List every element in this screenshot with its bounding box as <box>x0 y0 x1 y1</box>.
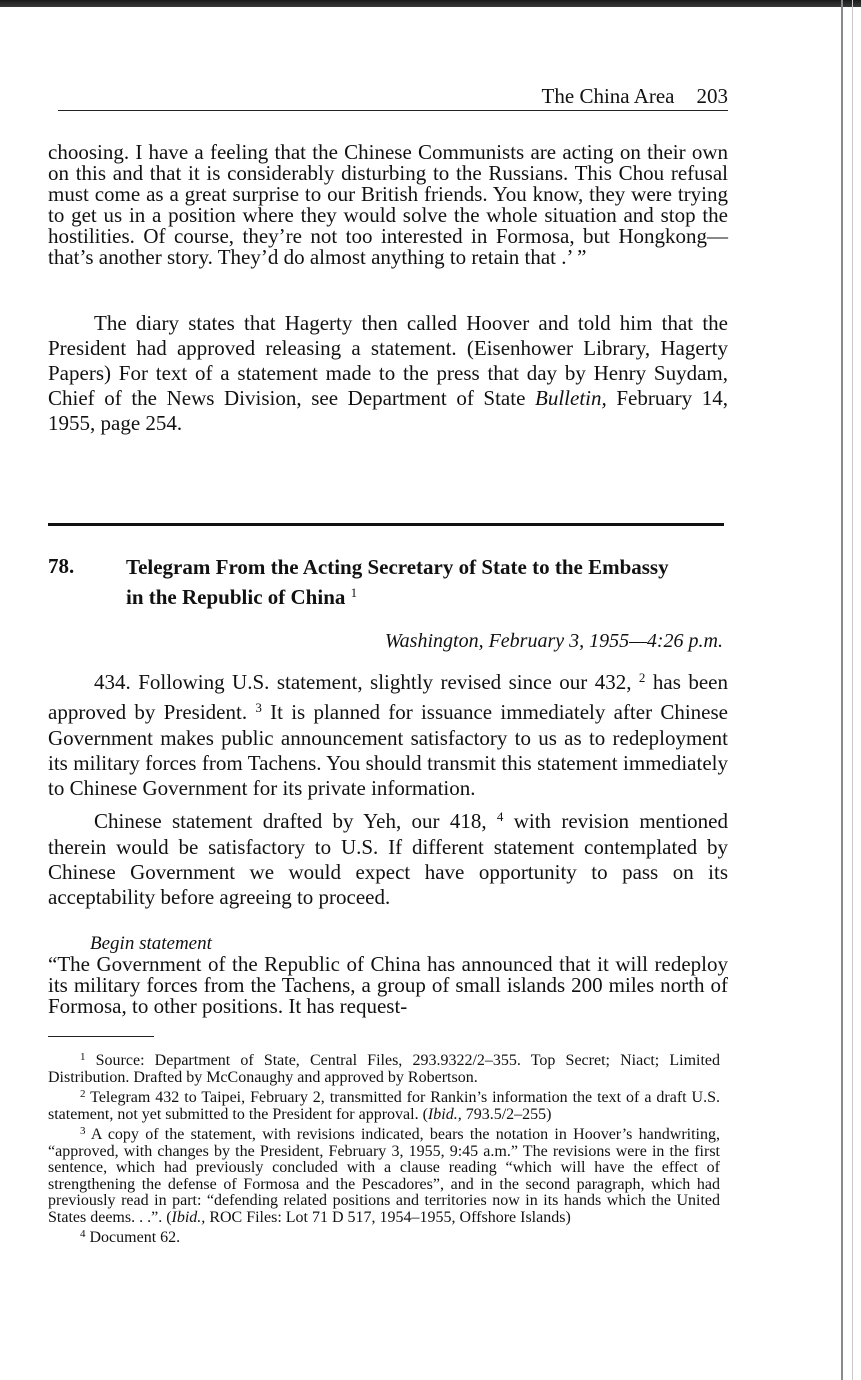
footnote-number: 1 <box>80 1051 86 1063</box>
footnote-ref: 1 <box>350 585 358 600</box>
footnotes <box>48 1049 720 1247</box>
footnote-text-end: 793.5/2–255) <box>461 1105 552 1123</box>
footnote-ref: 3 <box>255 700 262 716</box>
footnote-3 <box>48 1123 720 1226</box>
running-head <box>542 84 728 109</box>
running-header <box>58 84 728 111</box>
footnote-4 <box>48 1226 720 1247</box>
para-text: It is planned for issuance immediately after Chinese Government makes public announcement satisfactory to us as to redeployment its military forces from Tachens. You should transmit this statement immediately to Chinese Government for its private information. <box>48 700 728 801</box>
footnote-ref: 4 <box>496 809 504 825</box>
bulletin-title: Bulletin, <box>535 386 607 410</box>
statement-text: “The Government of the Republic of China has announced that it will redeploy its military forces from the Tachens, a group of small islands 200 miles north of Formosa, to other positions. It has request- <box>48 952 728 1018</box>
section-title: The China Area <box>541 84 675 108</box>
scan-right-edge <box>841 0 843 1380</box>
para-text: Chinese statement drafted by Yeh, our 418, <box>94 809 497 834</box>
footnote-ref: 2 <box>638 670 646 685</box>
scan-right-edge-outer <box>852 0 853 1380</box>
telegram-paragraph-1 <box>48 665 728 801</box>
section-divider <box>48 523 724 526</box>
footnote-text: Document 62. <box>89 1229 181 1246</box>
document-title <box>126 554 686 610</box>
footnote-rule <box>48 1036 154 1037</box>
diary-note-paragraph <box>48 311 728 436</box>
telegram-body <box>48 665 728 911</box>
ibid-ref: Ibid., <box>427 1105 462 1123</box>
telegram-paragraph-2 <box>48 804 728 910</box>
footnote-number: 4 <box>80 1228 86 1240</box>
diary-note-text-end: February 14, 1955, page 254. <box>48 386 728 435</box>
footnote-number: 3 <box>80 1125 86 1137</box>
ibid-ref: Ibid., <box>171 1208 206 1226</box>
quote-continuation <box>48 142 728 268</box>
diary-note-text: The diary states that Hagerty then called Hoover and told him that the President had approved releasing a statement. (Eisenhower Library, Hagerty Papers) For text of a statement made to the press that day by Henry Suydam, Chief of the News Division, see Department of State <box>48 311 728 410</box>
quote-end-paragraph: choosing. I have a feeling that the Chinese Communists are acting on their own on this and that it is considerably disturbing to the Russians. This Chou refusal must come as a great surprise to our British friends. You know, they were trying to get us in a position where they would solve the whole situation and stop the hostilities. Of course, they’re not too interested in Formosa, but Hongkong—that’s another story. They’d do almost anything to retain that .’ ” <box>48 140 728 269</box>
footnote-2 <box>48 1086 720 1123</box>
dateline: Washington, February 3, 1955—4:26 p.m. <box>384 630 723 652</box>
para-text: 434. Following U.S. statement, slightly revised since our 432, <box>94 670 639 694</box>
begin-statement-label: Begin statement <box>90 933 212 954</box>
page-number: 203 <box>696 84 728 108</box>
footnote-text-end: ROC Files: Lot 71 D 517, 1954–1955, Offshore Islands) <box>205 1208 571 1226</box>
scan-top-border <box>0 0 861 7</box>
document-title-text: Telegram From the Acting Secretary of State to the Embassy in the Republic of China <box>126 555 669 609</box>
para-text: has been approved by President. <box>48 670 728 725</box>
diary-note <box>48 311 728 436</box>
footnote-text: Telegram 432 to Taipei, February 2, transmitted for Rankin’s information the text of a draft U.S. statement, not yet submitted to the President for approval. ( <box>48 1089 720 1123</box>
para-text: with revision mentioned therein would be satisfactory to U.S. If different statement contemplated by Chinese Government we would expect have opportunity to pass on its acceptability before agreeing to proceed. <box>48 809 728 910</box>
document-number: 78. <box>48 554 75 578</box>
footnote-1 <box>48 1049 720 1086</box>
statement-block <box>48 933 728 1017</box>
footnote-text: Source: Department of State, Central Files, 293.9322/2–355. Top Secret; Niact; Limited Distribution. Drafted by McConaughy and approved by Robertson. <box>48 1052 721 1086</box>
footnote-number: 2 <box>80 1088 86 1100</box>
footnote-text: A copy of the statement, with revisions indicated, bears the notation in Hoover’s handwriting, “approved, with changes by the President, February 3, 1955, 9:45 a.m.” The revisions were in the first sentence, which had previously concluded with a clause reading “which will have the effect of strengthening the defense of Formosa and the Pescadores”, and in the second paragraph, which had previously read in part: “defending related positions and territories now in its hands which the United States deems. . .”. ( <box>48 1126 720 1226</box>
